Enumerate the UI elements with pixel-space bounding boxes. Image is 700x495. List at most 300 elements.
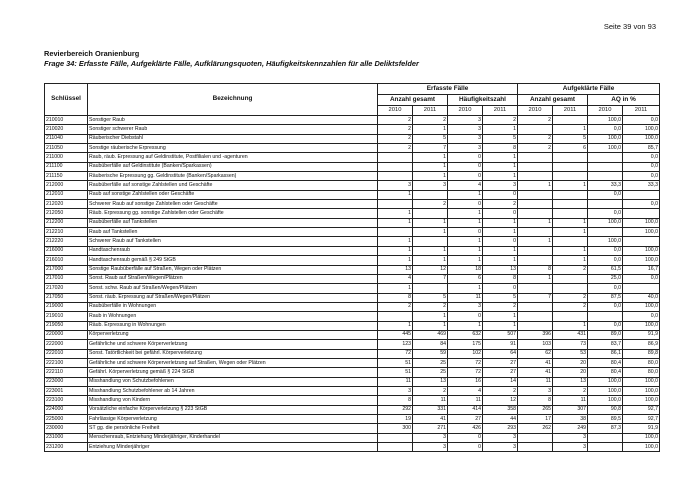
cell-value: 0 [448,443,483,452]
table-row [45,396,660,405]
cell-key: 212010 [45,190,88,199]
cell-value: 2 [378,302,413,311]
cell-value: 38 [553,415,588,424]
cell-key: 231200 [45,443,88,452]
cell-key: 222110 [45,368,88,377]
cell-value: 100,0 [623,125,660,134]
cell-value [518,200,553,209]
cell-value: 89,0 [588,330,623,339]
cell-value: 1 [413,172,448,181]
cell-value [588,433,623,442]
cell-value: 89,8 [623,349,660,358]
cell-value: 1 [378,209,413,218]
cell-value [518,125,553,134]
header-haeufigkeitszahl: Häufigkeitszahl [448,95,518,106]
cell-value: 1 [448,237,483,246]
cell-value: 13 [553,377,588,386]
cell-value: 1 [483,246,518,255]
cell-description: Räuberische Erpressung gg. Geldinstitute (Banken/Sparkassen) [88,172,378,181]
cell-value: 2 [518,116,553,125]
header-year: 2010 [378,106,413,116]
cell-value [588,200,623,209]
cell-value: 445 [378,330,413,339]
cell-value: 1 [483,125,518,134]
cell-value [553,200,588,209]
cell-value [553,172,588,181]
cell-value: 72 [448,358,483,367]
cell-key: 220000 [45,330,88,339]
cell-value: 2 [413,386,448,395]
cell-value: 8 [518,396,553,405]
cell-value: 100,0 [623,443,660,452]
cell-value: 431 [553,330,588,339]
cell-value: 3 [553,433,588,442]
cell-value: 1 [483,228,518,237]
cell-value: 103 [518,340,553,349]
cell-value: 0,0 [588,246,623,255]
cell-value: 0 [483,284,518,293]
cell-value: 20 [553,358,588,367]
header-year: 2011 [413,106,448,116]
cell-value [518,246,553,255]
cell-description: Sonst. räub. Erpressung auf Straßen/Wegen/Plätzen [88,293,378,302]
cell-key: 223001 [45,386,88,395]
cell-value: 5 [413,134,448,143]
header-anzahl-gesamt-2: Anzahl gesamt [518,95,588,106]
cell-description: Sonst. Raub auf Straßen/Wegen/Plätzen [88,274,378,283]
cell-value: 27 [483,368,518,377]
cell-value: 3 [553,443,588,452]
cell-value [378,162,413,171]
cell-value: 0 [448,200,483,209]
table-row [45,443,660,452]
cell-value: 51 [378,368,413,377]
cell-value [623,237,660,246]
cell-value: 414 [448,405,483,414]
table-row [45,302,660,311]
cell-value [623,190,660,199]
header-erfasste-faelle: Erfasste Fälle [378,84,518,95]
cell-value: 2 [413,200,448,209]
cell-value [588,443,623,452]
cell-value [553,190,588,199]
cell-key: 217010 [45,274,88,283]
cell-value: 1 [448,321,483,330]
cell-value: 1 [448,209,483,218]
table-row [45,368,660,377]
cell-value: 16 [448,377,483,386]
cell-value: 4 [378,274,413,283]
table-row [45,256,660,265]
cell-value: 4 [448,181,483,190]
cell-description: Sonstiger Raub [88,116,378,125]
cell-value: 0 [448,433,483,442]
cell-value [378,433,413,442]
cell-value [378,172,413,181]
table-row [45,134,660,143]
cell-value: 1 [413,228,448,237]
cell-value: 1 [483,312,518,321]
cell-value: 1 [518,181,553,190]
cell-value: 1 [378,190,413,199]
cell-description: Raub, räub. Erpressung auf Geldinstitute, Postfilialen und -agenturen [88,153,378,162]
cell-value: 0 [448,312,483,321]
cell-value: 1 [413,256,448,265]
cell-value: 91,9 [623,330,660,339]
cell-value: 83,7 [588,340,623,349]
cell-value: 2 [483,302,518,311]
cell-value: 2 [553,386,588,395]
cell-value: 8 [483,144,518,153]
cell-value: 1 [553,218,588,227]
header-aufgeklaerte-faelle: Aufgeklärte Fälle [518,84,660,95]
cell-value: 100,0 [623,218,660,227]
cell-value: 100,0 [623,433,660,442]
cell-value [518,302,553,311]
cell-value [518,321,553,330]
cell-value: 25 [413,368,448,377]
table-row [45,321,660,330]
cell-value [413,237,448,246]
cell-value: 62 [518,349,553,358]
cell-value: 100,0 [623,321,660,330]
cell-value: 1 [518,237,553,246]
cell-value [588,312,623,321]
cell-value: 11 [553,396,588,405]
cell-value: 2 [413,302,448,311]
cell-value: 64 [483,349,518,358]
cell-value: 2 [378,144,413,153]
cell-value: 100,0 [588,218,623,227]
cell-value: 0,0 [588,209,623,218]
cell-value: 86,1 [588,349,623,358]
cell-value: 1 [483,153,518,162]
cell-value: 100,0 [623,228,660,237]
cell-value: 1 [413,218,448,227]
cell-description: Raubüberfälle auf Geldinstitute (Banken/Sparkassen) [88,162,378,171]
cell-value: 1 [448,246,483,255]
cell-value: 86,9 [623,340,660,349]
cell-description: Fahrlässige Körperverletzung [88,415,378,424]
cell-description: Raubüberfälle in Wohnungen [88,302,378,311]
cell-key: 223000 [45,377,88,386]
cell-value: 100,0 [588,386,623,395]
cell-value: 2 [483,386,518,395]
cell-value: 18 [448,265,483,274]
table-row [45,358,660,367]
cell-key: 210020 [45,125,88,134]
cell-key: 212220 [45,237,88,246]
table-row [45,349,660,358]
table-row [45,237,660,246]
cell-value [518,443,553,452]
cell-value [588,228,623,237]
cell-value: 100,0 [623,396,660,405]
cell-value [623,209,660,218]
table-row [45,415,660,424]
cell-value [518,433,553,442]
cell-value: 41 [518,358,553,367]
cell-description: Räub. Erpressung gg. sonstige Zahlstellen oder Geschäfte [88,209,378,218]
cell-value: 0 [483,237,518,246]
cell-value: 2 [378,125,413,134]
cell-key: 231000 [45,433,88,442]
cell-value: 292 [378,405,413,414]
cell-value: 0,0 [623,312,660,321]
cell-value: 3 [448,125,483,134]
cell-value [378,200,413,209]
cell-value: 358 [483,405,518,414]
cell-value: 3 [448,116,483,125]
cell-value: 100,0 [588,237,623,246]
table-row [45,312,660,321]
cell-value: 1 [378,218,413,227]
cell-value: 6 [553,144,588,153]
cell-description: Menschenraub, Entziehung Minderjähriger, Kinderhandel [88,433,378,442]
cell-description: ST gg. die persönliche Freiheit [88,424,378,433]
cell-value: 0,0 [623,162,660,171]
cell-value: 123 [378,340,413,349]
cell-value: 100,0 [588,116,623,125]
cell-value: 2 [518,144,553,153]
cell-value: 331 [413,405,448,414]
cell-value: 0,0 [623,153,660,162]
table-row [45,340,660,349]
cell-value: 13 [413,377,448,386]
cell-key: 217000 [45,265,88,274]
table-row [45,218,660,227]
cell-value: 100,0 [623,246,660,255]
cell-value: 90,8 [588,405,623,414]
cell-value: 1 [448,284,483,293]
cell-value: 2 [518,134,553,143]
cell-value: 80,0 [623,368,660,377]
cell-value: 2 [553,302,588,311]
cell-value: 40,0 [623,293,660,302]
cell-key: 219010 [45,312,88,321]
header-aq: AQ in % [588,95,660,106]
cell-description: Raubüberfälle auf sonstige Zahlstellen und Geschäfte [88,181,378,190]
cell-key: 219000 [45,302,88,311]
cell-value: 5 [483,134,518,143]
cell-key: 222010 [45,349,88,358]
cell-value [553,284,588,293]
cell-value [553,116,588,125]
cell-value: 0,0 [588,125,623,134]
cell-value [553,312,588,321]
cell-value: 632 [448,330,483,339]
cell-value [518,209,553,218]
cell-value: 0,0 [588,321,623,330]
cell-value: 1 [413,246,448,255]
cell-value: 100,0 [623,377,660,386]
cell-value: 102 [448,349,483,358]
cell-description: Schwerer Raub auf sonstige Zahlstellen oder Geschäfte [88,200,378,209]
cell-description: Raub auf Tankstellen [88,228,378,237]
cell-value: 1 [378,321,413,330]
cell-value: 3 [413,181,448,190]
cell-key: 222000 [45,340,88,349]
table-row [45,172,660,181]
cell-key: 216010 [45,256,88,265]
cell-key: 210010 [45,116,88,125]
header-year: 2010 [518,106,553,116]
cell-value: 0,0 [623,116,660,125]
cell-key: 211050 [45,144,88,153]
cell-value: 2 [378,116,413,125]
cell-description: Schwerer Raub auf Tankstellen [88,237,378,246]
cell-description: Räub. Erpressung in Wohnungen [88,321,378,330]
table-row [45,181,660,190]
table-row [45,125,660,134]
cell-value: 0,0 [588,190,623,199]
cell-key: 211000 [45,153,88,162]
cell-value: 2 [553,293,588,302]
cell-value: 100,0 [588,134,623,143]
cell-value [518,284,553,293]
cell-key: 230000 [45,424,88,433]
cell-description: Sonstige Raubüberfälle auf Straßen, Wegen oder Plätzen [88,265,378,274]
cell-key: 217020 [45,284,88,293]
cell-value: 3 [483,433,518,442]
cell-description: Raub in Wohnungen [88,312,378,321]
cell-value: 80,4 [588,368,623,377]
cell-value [553,274,588,283]
table-row [45,162,660,171]
cell-value: 2 [483,200,518,209]
cell-value: 84 [413,340,448,349]
cell-value: 8 [378,293,413,302]
cell-value: 11 [518,377,553,386]
cell-description: Sonst. schw. Raub auf Straßen/Wegen/Plätzen [88,284,378,293]
cell-value: 396 [518,330,553,339]
cell-description: Vorsätzliche einfache Körperverletzung § 223 StGB [88,405,378,414]
table-row [45,246,660,255]
cell-value: 44 [483,415,518,424]
table-row [45,386,660,395]
cell-value: 27 [483,358,518,367]
table-row [45,284,660,293]
cell-value: 87,5 [588,293,623,302]
cell-value: 2 [378,134,413,143]
cell-value: 87,3 [588,424,623,433]
cell-value: 1 [553,125,588,134]
cell-value: 0,0 [588,284,623,293]
cell-value: 85,7 [623,144,660,153]
cell-value: 1 [413,312,448,321]
cell-value [588,162,623,171]
table-row [45,265,660,274]
cell-value: 27 [448,415,483,424]
cell-value [378,153,413,162]
cell-description: Misshandlung von Kindern [88,396,378,405]
cell-value: 175 [448,340,483,349]
table-row [45,144,660,153]
cell-value [378,443,413,452]
cell-value: 80,0 [623,358,660,367]
statistics-table [44,83,660,452]
cell-value: 12 [483,396,518,405]
cell-description: Sonst. Tatörtlichkeit bei gefährl. Körperverletzung [88,349,378,358]
cell-value: 14 [483,377,518,386]
cell-key: 212200 [45,218,88,227]
cell-value: 8 [483,274,518,283]
cell-value: 307 [553,405,588,414]
cell-value: 11 [413,396,448,405]
cell-value: 8 [518,265,553,274]
cell-description: Räuberischer Diebstahl [88,134,378,143]
cell-description: Gefährliche und schwere Körperverletzung auf Straßen, Wegen oder Plätzen [88,358,378,367]
cell-value: 271 [413,424,448,433]
cell-value: 1 [378,246,413,255]
cell-value: 92,7 [623,405,660,414]
cell-value: 25 [413,358,448,367]
cell-value: 11 [448,396,483,405]
cell-value: 3 [448,302,483,311]
cell-value: 0,0 [623,200,660,209]
cell-value: 3 [448,144,483,153]
cell-value: 91 [483,340,518,349]
cell-value: 2 [413,116,448,125]
header-year: 2010 [448,106,483,116]
cell-value [518,162,553,171]
cell-value: 0,0 [588,302,623,311]
table-row [45,377,660,386]
cell-value: 426 [448,424,483,433]
cell-value: 3 [518,386,553,395]
cell-description: Gefährliche und schwere Körperverletzung [88,340,378,349]
cell-value: 265 [518,405,553,414]
cell-value: 59 [413,349,448,358]
cell-value: 5 [483,293,518,302]
cell-value: 100,0 [588,144,623,153]
cell-value: 100,0 [623,134,660,143]
cell-value [518,190,553,199]
cell-key: 212210 [45,228,88,237]
cell-value: 100,0 [623,256,660,265]
cell-value: 61,5 [588,265,623,274]
cell-value: 507 [483,330,518,339]
cell-key: 224000 [45,405,88,414]
cell-value: 72 [448,368,483,377]
cell-value: 11 [378,377,413,386]
cell-value: 33,3 [623,181,660,190]
cell-value: 3 [413,443,448,452]
header-description: Bezeichnung [88,84,378,116]
cell-value: 1 [413,162,448,171]
cell-description: Misshandlung von Schutzbefohlenen [88,377,378,386]
cell-value: 1 [553,246,588,255]
cell-value: 41 [413,415,448,424]
cell-value: 53 [553,349,588,358]
cell-value: 80,4 [588,358,623,367]
cell-value: 7 [413,144,448,153]
cell-key: 212000 [45,181,88,190]
table-row [45,433,660,442]
cell-value: 0,0 [588,256,623,265]
cell-value: 1 [483,172,518,181]
cell-value: 73 [553,340,588,349]
header-year: 2011 [483,106,518,116]
cell-value: 1 [518,218,553,227]
cell-description: Handtaschenraub [88,246,378,255]
cell-key: 211150 [45,172,88,181]
cell-value: 1 [413,153,448,162]
cell-value: 1 [448,256,483,265]
cell-value [413,190,448,199]
org-title: Revierbereich Oranienburg [44,49,140,58]
table-row [45,274,660,283]
